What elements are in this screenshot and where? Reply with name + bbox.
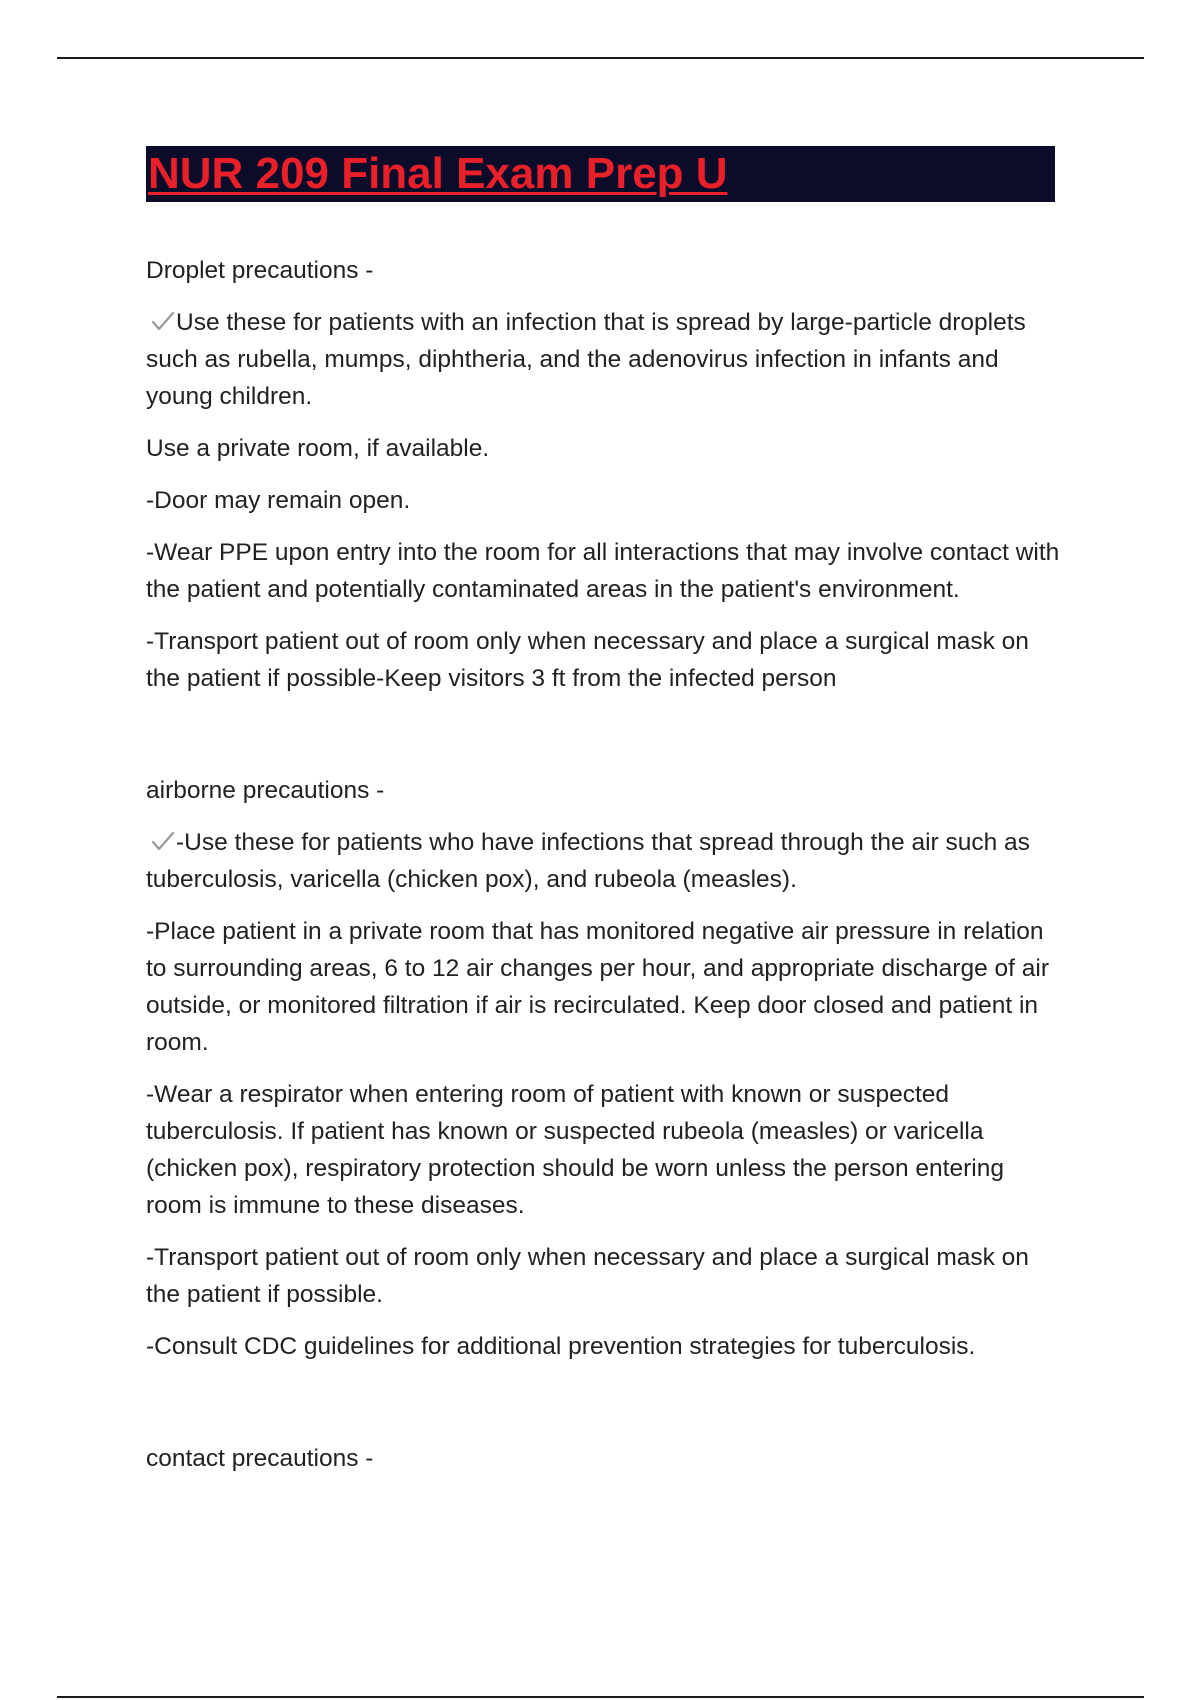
check-mark-icon	[150, 306, 176, 328]
paragraph: -Transport patient out of room only when necessary and place a surgical mask on the patient if possible.	[146, 1244, 1029, 1308]
document-body	[146, 252, 1066, 1492]
check-mark-icon	[150, 826, 176, 848]
section-heading: Droplet precautions -	[146, 257, 374, 284]
section-spacer	[146, 1380, 1066, 1440]
paragraph: -Wear PPE upon entry into the room for all interactions that may involve contact with the patient and potentially contaminated areas in the patient's environment.	[146, 539, 1060, 603]
section-airborne-precautions	[146, 772, 1066, 1365]
section-spacer	[146, 712, 1066, 772]
title-banner	[146, 146, 1055, 202]
section-contact-precautions	[146, 1440, 1066, 1477]
bottom-divider	[57, 1696, 1144, 1698]
section-droplet-precautions	[146, 252, 1066, 697]
paragraph: Use a private room, if available.	[146, 435, 490, 462]
document-title: NUR 209 Final Exam Prep U	[148, 149, 728, 198]
answer-paragraph: Use these for patients with an infection that is spread by large-particle droplets such as rubella, mumps, diphtheria, and the adenovirus infection in infants and young children.	[146, 304, 1066, 415]
paragraph: -Door may remain open.	[146, 487, 411, 514]
answer-paragraph: -Use these for patients who have infections that spread through the air such as tuberculosis, varicella (chicken pox), and rubeola (measles).	[146, 824, 1066, 898]
paragraph: -Transport patient out of room only when necessary and place a surgical mask on the patient if possible-Keep visitors 3 ft from the infected person	[146, 628, 1029, 692]
paragraph: -Consult CDC guidelines for additional prevention strategies for tuberculosis.	[146, 1333, 976, 1360]
paragraph: -Place patient in a private room that has monitored negative air pressure in relation to surrounding areas, 6 to 12 air changes per hour, and appropriate discharge of air outside, or monitored filtration if air is recirculated. Keep door closed and patient in room.	[146, 918, 1049, 1056]
top-divider	[57, 57, 1144, 59]
paragraph: -Wear a respirator when entering room of patient with known or suspected tuberculosis. If patient has known or suspected rubeola (measles) or varicella (chicken pox), respiratory protection should be worn unless the person entering room is immune to these diseases.	[146, 1081, 1004, 1219]
section-heading: contact precautions -	[146, 1445, 374, 1472]
section-heading: airborne precautions -	[146, 777, 385, 804]
